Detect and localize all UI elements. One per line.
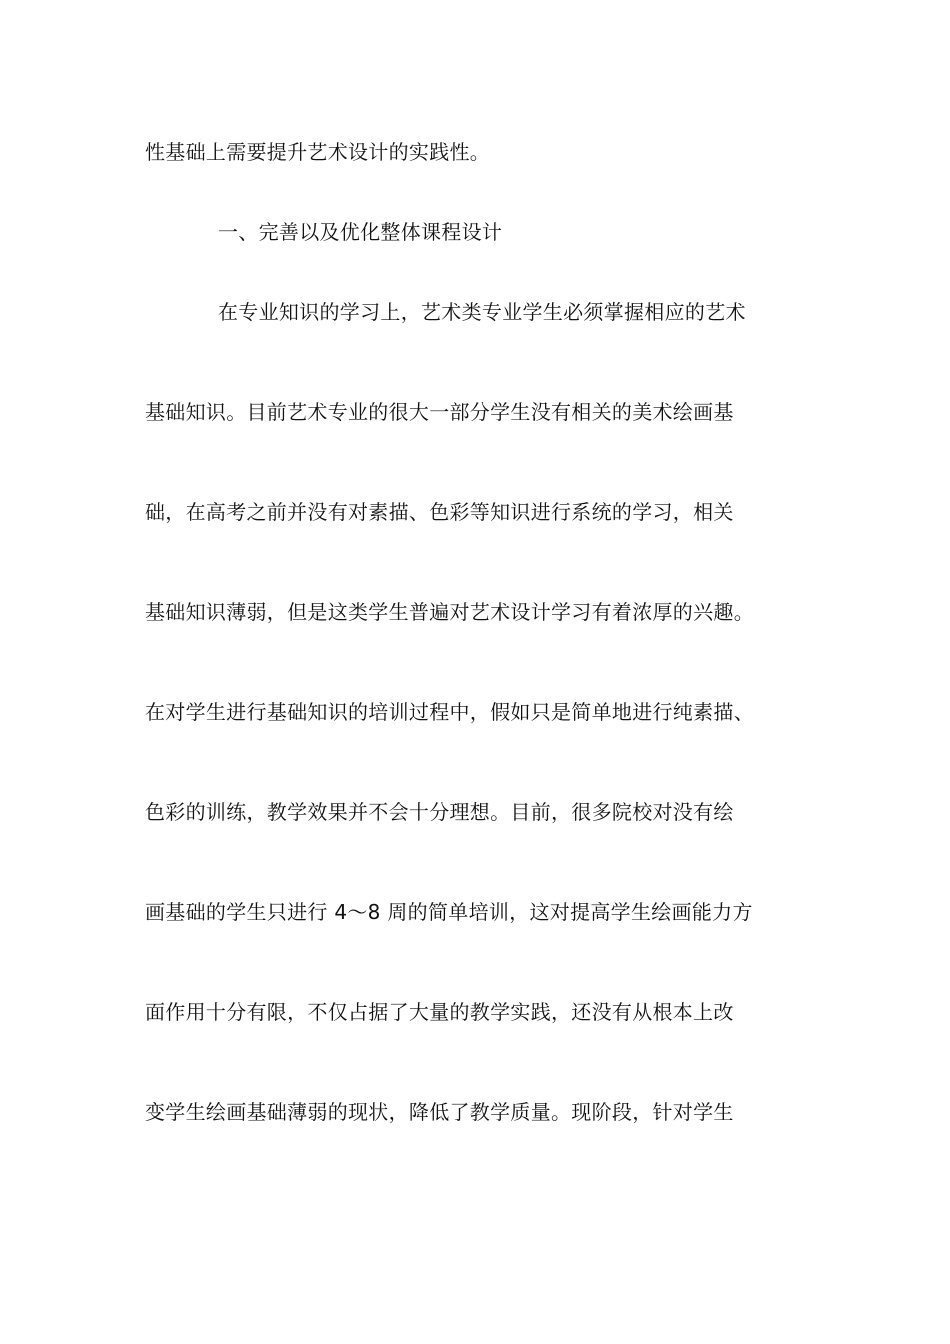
paragraph-line: 变学生绘画基础薄弱的现状，降低了教学质量。现阶段，针对学生 [145,1100,734,1124]
section-heading: 一、完善以及优化整体课程设计 [218,220,503,244]
paragraph-line: 面作用十分有限，不仅占据了大量的教学实践，还没有从根本上改 [145,1000,734,1024]
paragraph-continuation-line: 性基础上需要提升艺术设计的实践性。 [145,140,491,164]
paragraph-line: 在对学生进行基础知识的培训过程中，假如只是简单地进行纯素描、 [145,700,754,724]
paragraph-line: 础，在高考之前并没有对素描、色彩等知识进行系统的学习，相关 [145,500,734,524]
paragraph-line: 画基础的学生只进行 4～8 周的简单培训，这对提高学生绘画能力方 [145,900,753,924]
paragraph-line: 基础知识。目前艺术专业的很大一部分学生没有相关的美术绘画基 [145,400,734,424]
paragraph-line: 色彩的训练，教学效果并不会十分理想。目前，很多院校对没有绘 [145,800,734,824]
paragraph-line: 基础知识薄弱，但是这类学生普遍对艺术设计学习有着浓厚的兴趣。 [145,600,754,624]
paragraph-first-line: 在专业知识的学习上，艺术类专业学生必须掌握相应的艺术 [218,300,746,324]
